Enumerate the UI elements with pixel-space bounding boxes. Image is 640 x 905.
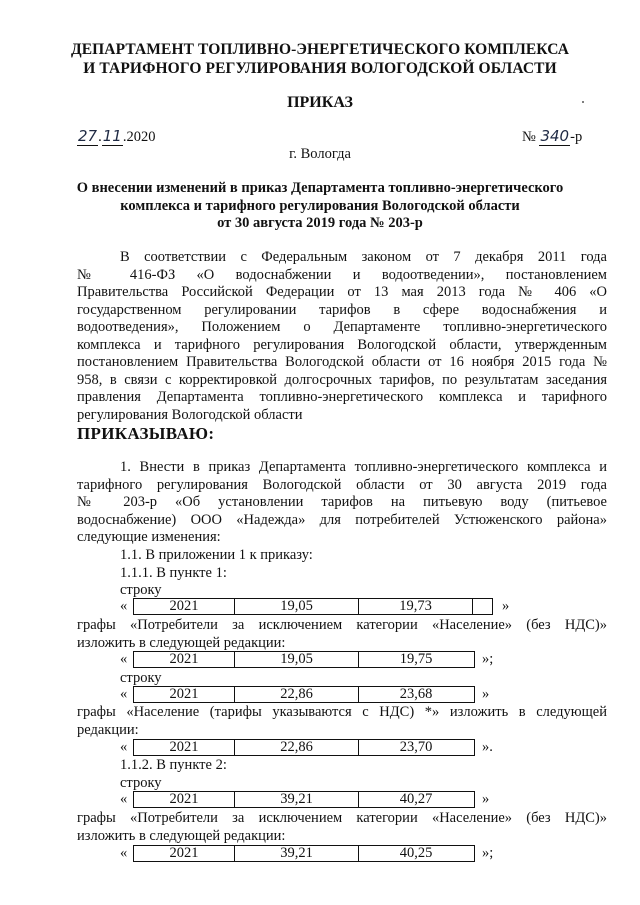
order-word: ПРИКАЗЫВАЮ: [77,424,215,443]
subject-line2: комплекса и тарифного регулирования Вологодской области [120,197,520,214]
order-number [522,127,582,146]
subitem-1-1-2: 1.1.2. В пункте 2: [120,757,227,773]
department-header-line2: И ТАРИФНОГО РЕГУЛИРОВАНИЯ ВОЛОГОДСКОЙ ОБЛАСТИ [83,60,557,77]
cell-value1: 22,86 [280,739,313,755]
document-type: ПРИКАЗ [287,94,353,111]
open-quote: « [120,845,128,861]
cell-value1: 39,21 [280,791,313,807]
tariff-cells [133,791,475,808]
open-quote: « [120,651,128,667]
order-date [77,127,155,146]
department-header [0,40,640,78]
cell-year: 2021 [169,598,199,614]
cell-value2: 23,70 [399,739,433,755]
item1-line: водоснабжение) ООО «Надежда» для потребителей Устюженского района» [77,511,607,528]
department-header-line1: ДЕПАРТАМЕНТ ТОПЛИВНО-ЭНЕРГЕТИЧЕСКОГО КОМПЛЕКСА [70,41,570,58]
item1-line: тарифного регулирования Вологодской области от 30 августа 2019 года [77,476,607,493]
cell-year: 2021 [169,686,199,702]
cell-value1: 19,05 [280,651,313,667]
cell-value2: 19,75 [399,651,433,667]
cell-value2: 19,73 [399,598,432,614]
preamble-line: водоотведения», Положением о Департаменте топливно-энергетического [77,319,607,335]
cell-year: 2021 [169,845,199,861]
cell-year: 2021 [169,739,199,755]
close-quote-dot: ». [482,739,493,755]
stroke-label: строку [120,582,162,598]
cell-value2: 23,68 [399,686,433,702]
cell-value1: 22,86 [280,686,313,702]
number-suffix: -р [570,129,583,145]
subitem-1-1: 1.1. В приложении 1 к приказу: [120,547,313,563]
preamble-line: правления Департамента топливно-энергетического комплекса и тарифного [77,389,607,405]
preamble-line: комплекса и тарифного регулирования Вологодской области, утвержденным [77,336,607,353]
preamble-line: 958, в связи с корректировкой долгосрочных тарифов, по результатам заседания [77,371,607,388]
close-quote: » [502,598,510,614]
tariff-cells [133,845,475,862]
graf-line: графы «Потребители за исключением категории «Население» (без НДС)» [77,617,607,633]
cell-year: 2021 [169,651,199,667]
tariff-cells [133,598,493,615]
subject-line3: от 30 августа 2019 года № 203-р [217,215,423,231]
cell-value1: 39,21 [280,845,313,861]
stroke-label: строку [120,670,162,686]
close-quote-semicolon: »; [482,845,494,861]
item1-paragraph [77,459,607,547]
item1-line: 1. Внести в приказ Департамента топливно-энергетического комплекса и [120,459,607,475]
open-quote: « [120,791,128,807]
date-month: 11 [102,127,122,145]
graf2-text [77,704,607,739]
date-year: .2020 [122,129,156,145]
preamble-line: постановлением Правительства Вологодской области от 16 ноября 2015 года № [77,354,607,370]
item1-line: следующие изменения: [77,529,221,545]
preamble-line: государственном регулировании тарифов в сфере водоснабжения и [77,301,607,318]
item1-line: № 203-р «Об установлении тарифов на питьевую воду (питьевое [77,494,607,510]
cell-value2: 40,27 [399,791,433,807]
subject-line1: О внесении изменений в приказ Департамента топливно-энергетического [76,180,564,196]
graf-line: графы «Потребители за исключением категории «Население» (без НДС)» [77,810,607,826]
preamble-line: Правительства Российской Федерации от 13 мая 2013 года № 406 «О [77,284,607,300]
tariff-cells [133,651,475,668]
cell-year: 2021 [169,791,199,807]
number-prefix: № [522,129,536,145]
open-quote: « [120,686,128,702]
number-value: 340 [540,127,570,145]
open-quote: « [120,739,128,755]
cell-value1: 19,05 [280,598,313,614]
preamble-line: регулирования Вологодской области [77,406,303,423]
close-quote: » [482,686,490,702]
preamble-paragraph [77,249,607,424]
close-quote-semicolon: »; [482,651,494,667]
preamble-line: № 416-ФЗ «О водоснабжении и водоотведении», постановлением [77,266,607,283]
graf1-text [77,617,607,652]
graf-line: редакции: [77,721,139,738]
tariff-cells [133,686,475,703]
subitem-1-1-1: 1.1.1. В пункте 1: [120,565,227,581]
open-quote: « [120,598,128,614]
date-separator: . [98,129,102,145]
graf3-text [77,810,607,845]
city: г. Вологда [289,146,351,162]
date-day: 27 [78,127,98,145]
graf-line: изложить в следующей редакции: [77,634,286,651]
graf-line: изложить в следующей редакции: [77,827,286,844]
tariff-cells [133,739,475,756]
close-quote: » [482,791,490,807]
graf-line: графы «Население (тарифы указываются с НДС) *» изложить в следующей [77,704,607,720]
preamble-line: В соответствии с Федеральным законом от 7 декабря 2011 года [120,249,607,265]
order-subject [0,180,640,233]
cell-value2: 40,25 [399,845,433,861]
stroke-label: строку [120,775,162,791]
